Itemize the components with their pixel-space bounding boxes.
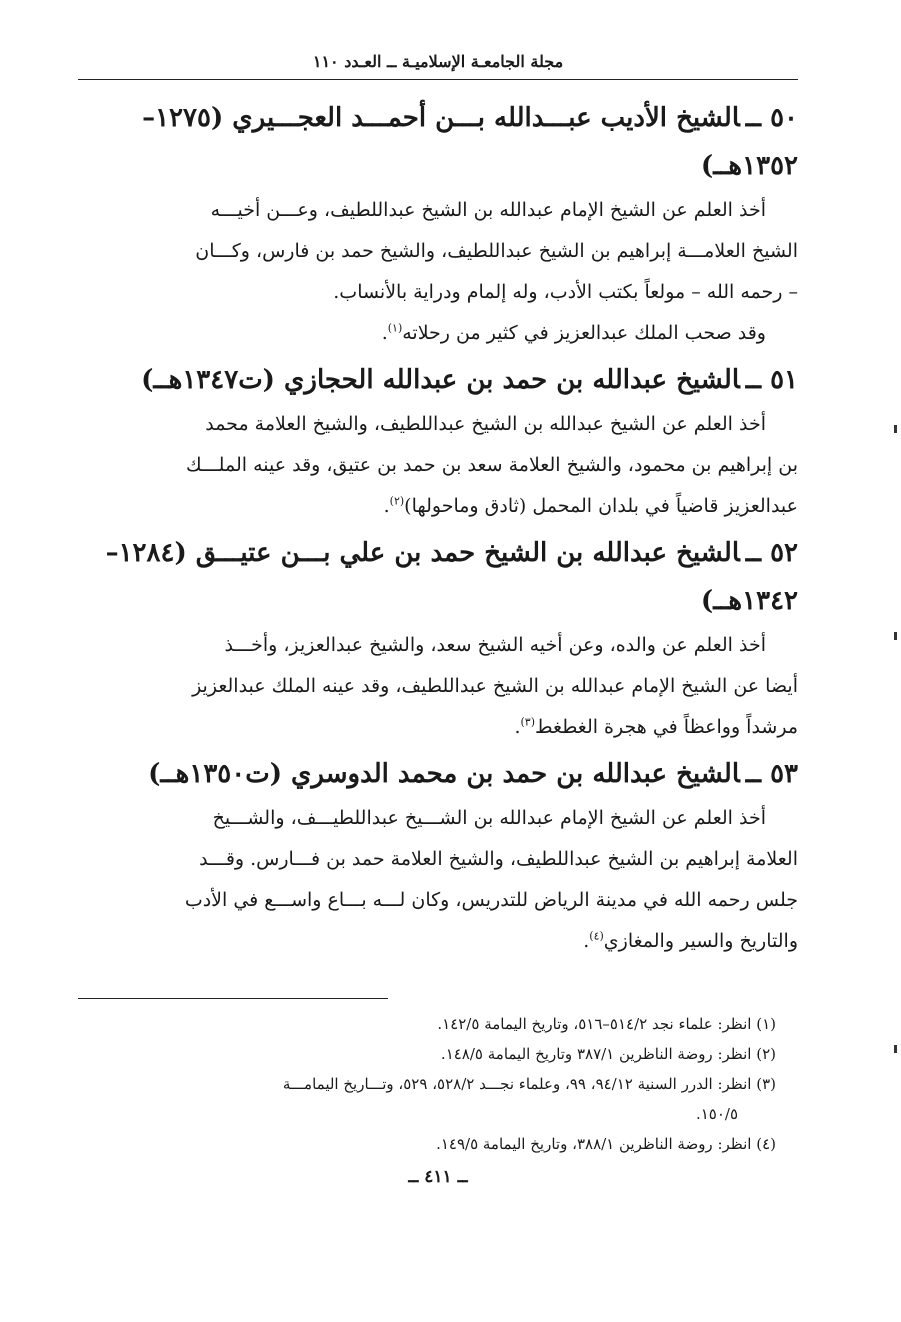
entry-title-text: الشيخ الأديب عبـــدالله بـــن أحمـــد العجـــيري (١٢٧٥– xyxy=(142,103,740,133)
entry-title-line xyxy=(148,759,798,789)
body-line: الشيخ العلامـــة إبراهيم بن الشيخ عبداللطيف، والشيخ حمد بن فارس، وكـــان xyxy=(195,240,798,262)
footnote-mark: (٣) xyxy=(756,1075,776,1093)
entry-number: ٥١ ــ xyxy=(745,365,798,395)
footnote xyxy=(78,1039,798,1069)
body-line: العلامة إبراهيم بن الشيخ عبداللطيف، والشيخ العلامة حمد بن فـــارس. وقـــد xyxy=(199,848,798,870)
footnote-continuation: ١٥٠/٥. xyxy=(695,1105,738,1123)
scan-mark xyxy=(894,1045,897,1053)
running-header: مجلة الجامعـة الإسلاميـة ــ العـدد ١١٠ xyxy=(78,52,798,80)
entry-body xyxy=(78,798,798,962)
entry-body xyxy=(78,404,798,527)
body-line: بن إبراهيم بن محمود، والشيخ العلامة سعد بن حمد بن عتيق، وقد عينه الملـــك xyxy=(185,454,798,476)
body-line: أيضا عن الشيخ الإمام عبدالله بن الشيخ عبداللطيف، وقد عينه الملك عبدالعزيز xyxy=(192,675,798,697)
entry-body xyxy=(78,625,798,748)
entry-title-line xyxy=(142,103,798,133)
body-line: وقد صحب الملك عبدالعزيز في كثير من رحلاته$^{(١)}$. xyxy=(381,321,766,344)
body-line: أخذ العلم عن الشيخ عبدالله بن الشيخ عبداللطيف، والشيخ العلامة محمد xyxy=(205,413,766,435)
body-line-text: والتاريخ والسير والمغازي xyxy=(603,930,798,952)
entry-number: ٥٢ ــ xyxy=(745,538,798,568)
body-line: أخذ العلم عن الشيخ الإمام عبدالله بن الشـــيخ عبداللطيـــف، والشـــيخ xyxy=(212,807,766,829)
footnote xyxy=(78,1129,798,1159)
scan-mark xyxy=(894,425,897,433)
body-line-text: عبدالعزيز قاضياً في بلدان المحمل (ثادق وماحولها) xyxy=(404,495,798,517)
entry-title-line xyxy=(106,538,798,568)
footnote-mark: (٢) xyxy=(756,1045,776,1063)
body-line-text: مرشداً وواعظاً في هجرة الغطغط xyxy=(535,716,798,738)
footnote-mark: (٤) xyxy=(756,1135,776,1153)
body-line: أخذ العلم عن والده، وعن أخيه الشيخ سعد، والشيخ عبدالعزيز، وأخـــذ xyxy=(224,634,766,656)
scan-mark xyxy=(894,632,897,640)
entry-title-line xyxy=(141,365,798,395)
footnote-text: انظر: الدرر السنية ٩٤/١٢، ٩٩، وعلماء نجـــد ٥٢٨/٢، ٥٢٩، وتـــاريخ اليمامـــة xyxy=(282,1075,752,1093)
entry-title xyxy=(78,750,798,798)
body-line: جلس رحمه الله في مدينة الرياض للتدريس، وكان لـــه بـــاع واســـع في الأدب xyxy=(184,889,798,911)
entry-title-text: الشيخ عبدالله بن الشيخ حمد بن علي بـــن عتيـــق (١٢٨٤– xyxy=(105,538,740,568)
biography-entry xyxy=(78,750,798,962)
body-line: مرشداً وواعظاً في هجرة الغطغط$^{(٣)}$. xyxy=(514,715,798,738)
document-page xyxy=(78,52,798,1302)
biography-entry xyxy=(78,94,798,354)
footnote-ref[interactable]: (٤) xyxy=(589,929,604,943)
footnote-separator xyxy=(78,998,388,999)
entry-number: ٥٣ ــ xyxy=(745,759,798,789)
entry-title xyxy=(78,356,798,404)
body-line: – رحمه الله – مولعاً بكتب الأدب، وله إلمام ودراية بالأنساب. xyxy=(333,281,798,303)
entry-title-text: الشيخ عبدالله بن حمد بن محمد الدوسري (ت١٣٥٠هــ) xyxy=(148,759,740,789)
biography-entry xyxy=(78,356,798,527)
entry-title-text: الشيخ عبدالله بن حمد بن عبدالله الحجازي (ت١٣٤٧هــ) xyxy=(141,365,740,395)
footnotes xyxy=(78,1009,798,1159)
body-line: أخذ العلم عن الشيخ الإمام عبدالله بن الشيخ عبداللطيف، وعـــن أخيـــه xyxy=(210,199,766,221)
biography-entry xyxy=(78,529,798,748)
body-line: والتاريخ والسير والمغازي$^{(٤)}$. xyxy=(583,929,798,952)
body-line-text: وقد صحب الملك عبدالعزيز في كثير من رحلاته xyxy=(402,322,766,344)
entry-title-line: ١٣٥٢هــ) xyxy=(700,151,798,181)
footnote-text: انظر: علماء نجد ٥١٤/٢–٥١٦، وتاريخ اليمامة ١٤٢/٥. xyxy=(437,1015,752,1033)
entry-number: ٥٠ ــ xyxy=(745,103,798,133)
body-line: عبدالعزيز قاضياً في بلدان المحمل (ثادق وماحولها)$^{(٢)}$. xyxy=(383,494,798,517)
footnote-ref[interactable]: (١) xyxy=(387,321,403,335)
page-number: ــ ٤١١ ــ xyxy=(408,1167,468,1187)
footnote xyxy=(78,1069,798,1099)
footnote-mark: (١) xyxy=(756,1015,776,1033)
footnote-ref[interactable]: (٢) xyxy=(389,494,405,508)
footnote-text: انظر: روضة الناظرين ٣٨٧/١ وتاريخ اليمامة ١٤٨/٥. xyxy=(440,1045,752,1063)
entry-body xyxy=(78,190,798,354)
entry-title xyxy=(78,529,798,625)
footnote-ref[interactable]: (٣) xyxy=(520,715,535,729)
footnote-text: انظر: روضة الناظرين ٣٨٨/١، وتاريخ اليمامة ١٤٩/٥. xyxy=(436,1135,752,1153)
entry-title xyxy=(78,94,798,190)
entry-title-line: ١٣٤٢هــ) xyxy=(700,586,798,616)
footnote xyxy=(78,1009,798,1039)
